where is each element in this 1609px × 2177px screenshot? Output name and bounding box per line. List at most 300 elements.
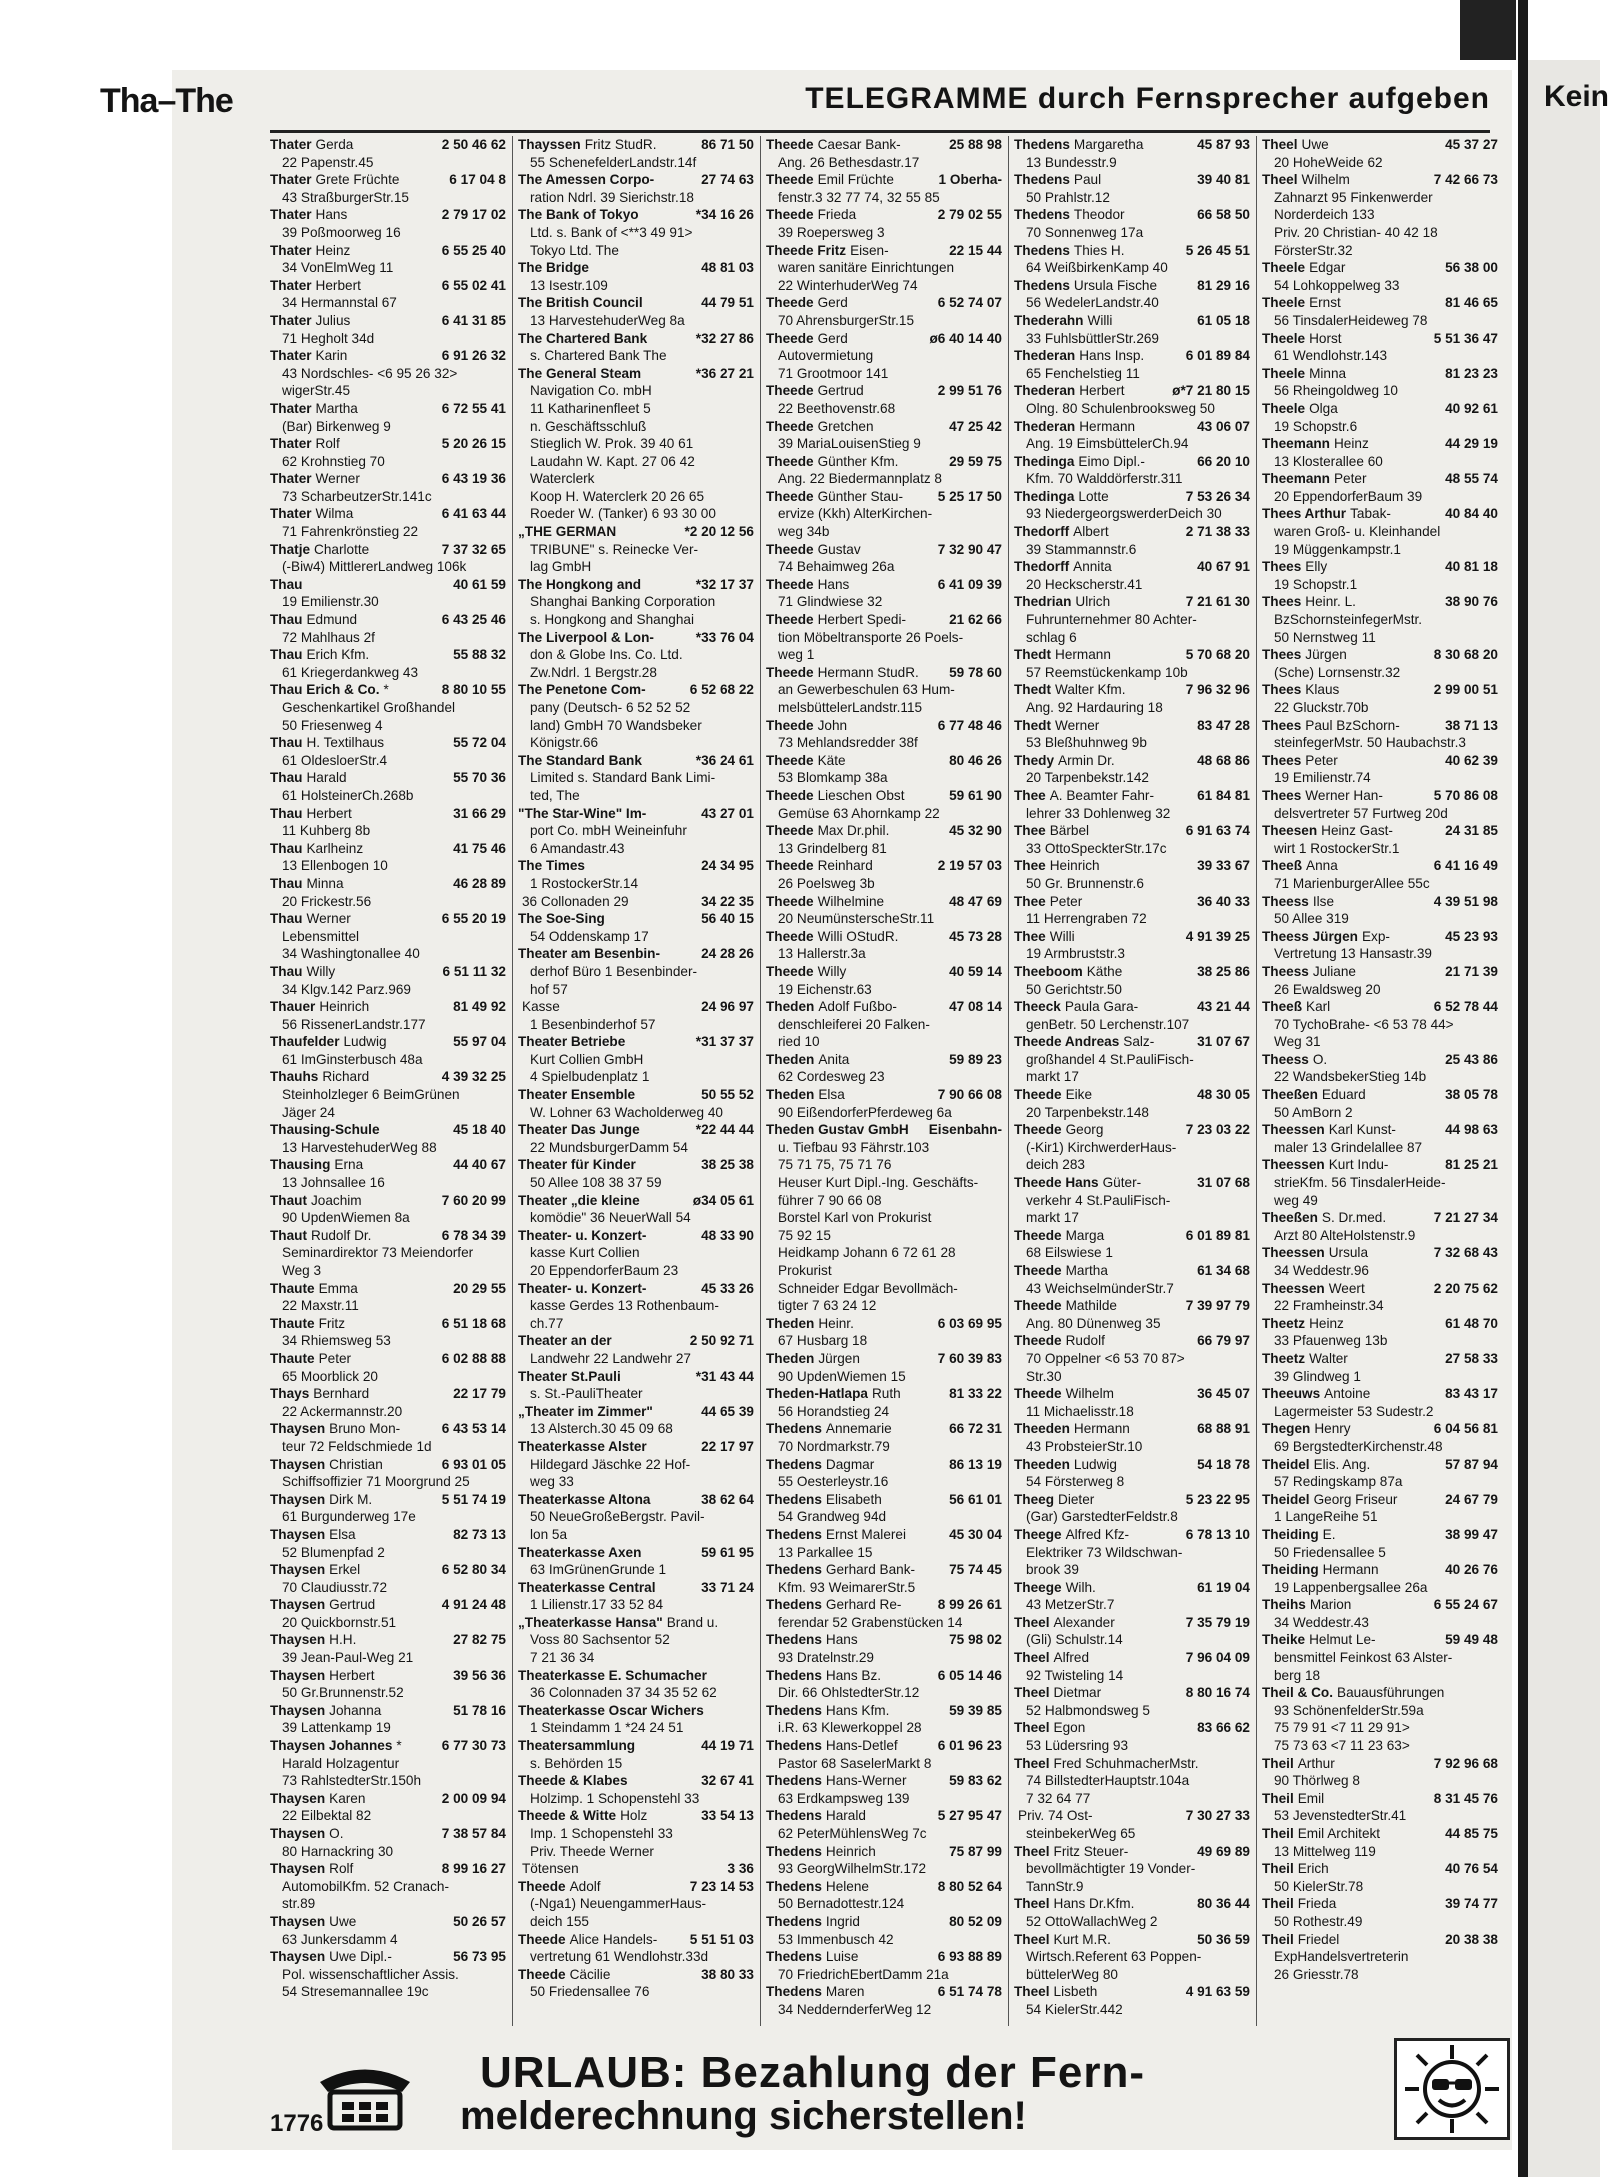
directory-entry [1262,681,1498,716]
entry-name-group [1014,1491,1094,1509]
entry-phone: ø6 40 14 40 [929,330,1002,346]
entry-name: Thee [1014,823,1046,839]
entry-continuation: 57 Redingskamp 87a [1274,1474,1403,1490]
entry-phone: 27 58 33 [1445,1350,1498,1366]
entry-continuation: 13 Grindelberg 81 [778,840,887,856]
entry-detail: Margaretha [1073,137,1144,152]
entry-continuation: melsbüttelerLandstr.115 [778,700,923,715]
entry-name: Theater an der [518,1333,612,1349]
entry-detail: Willi OStudR. [817,928,899,944]
entry-phone: 59 39 85 [949,1702,1002,1718]
entry-name-group [766,1051,849,1069]
entry-detail: Hans Bz. [825,1667,882,1683]
entry-name-group [518,1544,645,1562]
directory-entry [518,1614,754,1667]
entry-line [766,1737,1002,1755]
directory-entry [766,857,1002,892]
directory-entry [270,505,506,540]
entry-continuation: lehrer 33 Dohlenweg 32 [1026,805,1171,821]
entry-continuation: don & Globe Ins. Co. Ltd. [530,647,683,663]
entry-name: Thedens [766,1913,822,1929]
entry-phone: 24 67 79 [1445,1491,1498,1507]
entry-phone: 44 79 51 [701,295,754,311]
entry-line [766,752,1002,770]
entry-detail: Werner Han- [1305,787,1383,803]
entry-name: Thees [1262,682,1302,698]
entry-line [1014,382,1250,400]
entry-line [1014,347,1250,365]
listing-column-1 [270,136,506,2001]
entry-line [766,1913,1002,1931]
entry-detail: Herbert [329,1667,375,1683]
entry-detail: Peter [1333,471,1367,487]
entry-detail: Ilse [1312,893,1335,909]
entry-phone: 47 08 14 [949,999,1002,1015]
entry-line [766,1702,1002,1720]
entry-phone: 40 92 61 [1445,400,1498,416]
entry-detail: Jürgen [1305,647,1347,663]
entry-phone: 80 36 44 [1197,1896,1250,1912]
footer-banner [270,2032,1510,2142]
directory-entry [1014,418,1250,453]
entry-name-group [270,1702,381,1720]
entry-detail: Max Dr.phil. [817,823,890,839]
entry-name-group [1262,1350,1348,1368]
entry-continuation: Schiffsoffizier 71 Moorgrund 25 [282,1474,470,1490]
entry-line [518,1544,754,1562]
entry-name: Theel [1014,1650,1050,1666]
next-page-headword: Kein [1544,80,1609,113]
entry-name: Theede Andreas [1014,1034,1120,1050]
entry-name-group [1262,1156,1388,1174]
directory-entry [1262,330,1498,365]
entry-line [1014,277,1250,295]
entry-name: Theil & Co. [1262,1685,1333,1701]
directory-entry [1262,1684,1498,1754]
entry-detail: Karl [1306,999,1331,1015]
entry-continuation: 7 21 36 34 [530,1650,595,1666]
entry-name-group [1262,1931,1339,1949]
entry-phone: 22 15 44 [949,242,1002,258]
entry-detail: Gerhard Re- [825,1597,902,1613]
entry-continuation: Priv. 20 Christian- 40 42 18 [1274,224,1438,240]
entry-line [270,1280,506,1298]
directory-entry [518,1807,754,1860]
entry-name: Theel [1014,1896,1050,1912]
entry-continuation: 20 NeumünsterscheStr.11 [778,911,935,927]
entry-phone: 44 19 71 [701,1738,754,1754]
entry-name-group [518,1332,616,1350]
entry-name-group [518,1667,711,1685]
directory-entry [270,1913,506,1948]
directory-entry [270,1068,506,1121]
entry-detail: Wilhelm [1301,172,1350,188]
entry-name: Theede [518,1931,566,1947]
entry-line [1014,1649,1250,1667]
entry-name-group [766,998,897,1016]
entry-continuation: 69 BergstedterKirchenstr.48 [1274,1438,1443,1454]
directory-entry [518,681,754,751]
entry-phone: 5 70 86 08 [1433,787,1498,803]
directory-entry [1014,558,1250,593]
entry-detail: Kurt M.R. [1053,1931,1111,1947]
directory-entry [1014,593,1250,646]
entry-name-group [518,1931,657,1949]
directory-entry [270,171,506,206]
directory-entry [1262,893,1498,928]
entry-continuation: 70 Oppelner <6 53 70 87> [1026,1350,1185,1366]
entry-line [270,505,506,523]
entry-line [1262,1420,1498,1438]
entry-name-group [1262,1385,1370,1403]
entry-name-group [1014,1526,1129,1544]
entry-continuation: Schneider Edgar Bevollmäch- [778,1280,958,1296]
entry-name-group [1014,1579,1096,1597]
entry-detail: Alexander [1053,1614,1115,1630]
entry-continuation: 54 Grandweg 94d [778,1509,887,1525]
entry-name: Thays [270,1386,310,1402]
entry-name: Theede Hans [1014,1175,1099,1191]
entry-detail: Brand u. [666,1614,719,1630]
entry-detail: Georg [1065,1122,1104,1138]
entry-phone: 7 92 96 68 [1433,1755,1498,1771]
entry-phone: 51 78 16 [453,1702,506,1718]
entry-name: The Penetone Com- [518,682,646,698]
entry-name-group [766,1983,864,2001]
entry-detail: Rolf [329,1861,354,1877]
entry-continuation: 67 Husbarg 18 [778,1333,868,1349]
entry-detail: Helene [825,1878,869,1894]
entry-line [518,523,754,541]
entry-name-group [270,312,350,330]
entry-name: Thaute [270,1350,315,1366]
directory-entry [1014,1526,1250,1579]
entry-name-group [766,1596,901,1614]
entry-line [518,259,754,277]
entry-continuation: 75 73 63 <7 11 23 63> [1274,1738,1410,1754]
entry-name: Thaute [270,1280,315,1296]
directory-entry [1014,857,1250,892]
entry-name: Theater St.Pauli [518,1368,621,1384]
entry-detail: Emil [1297,1790,1325,1806]
entry-detail: Peter [1049,893,1083,909]
entry-continuation: Elektriker 73 Wildschwan- [1026,1544,1183,1560]
directory-entry [766,787,1002,822]
entry-continuation: (-Kir1) KirchwerderHaus- [1026,1139,1177,1155]
entry-name-group [1014,857,1100,875]
entry-continuation: 72 Mahlhaus 2f [282,629,375,645]
column-divider [760,136,761,2026]
directory-entry [1014,523,1250,558]
entry-name-group [270,1790,365,1808]
entry-continuation: 34 Rhiemsweg 53 [282,1333,391,1349]
entry-continuation: 6 Amandastr.43 [530,840,625,856]
entry-name-group [270,1561,360,1579]
directory-entry [1014,646,1250,681]
entry-continuation: FörsterStr.32 [1274,242,1353,258]
entry-continuation: Kurt Collien GmbH [530,1051,644,1067]
entry-name: Theele [1262,365,1306,381]
entry-detail: Richard [322,1069,370,1085]
entry-detail: Horst [1309,330,1342,346]
entry-name: Thater [270,242,312,258]
entry-continuation: bevollmächtigter 19 Vonder- [1026,1861,1196,1877]
entry-phone: 56 38 00 [1445,260,1498,276]
entry-detail: Emil Architekt [1297,1826,1381,1841]
entry-phone: 22 17 79 [453,1386,506,1402]
entry-phone: 83 66 62 [1197,1720,1250,1736]
entry-name-group [270,1156,363,1174]
entry-line [766,576,1002,594]
entry-detail: Herbert [315,277,361,293]
entry-line [1014,1983,1250,2001]
entry-continuation: Fuhrunternehmer 80 Achter- [1026,612,1197,628]
entry-continuation: 90 Thörlweg 8 [1274,1773,1360,1789]
directory-entry [270,1737,506,1790]
entry-continuation: Vertretung 13 Hansastr.39 [1274,946,1432,962]
directory-entry [1262,1086,1498,1121]
directory-entry [270,1456,506,1491]
directory-entry [518,1438,754,1491]
directory-entry [766,294,1002,329]
entry-detail: Olga [1309,400,1338,416]
entry-name-group [1262,998,1330,1016]
entry-name: Thees [1262,647,1302,663]
entry-detail: Uwe [329,1913,357,1929]
entry-name: Theaterkasse Oscar Wichers [518,1702,704,1718]
entry-phone: 6 02 88 88 [441,1350,506,1366]
entry-continuation: (Gar) GarstedterFeldstr.8 [1026,1509,1178,1525]
entry-line [518,206,754,224]
entry-line [1014,1121,1250,1139]
entry-continuation: 65 Moorblick 20 [282,1368,378,1384]
directory-entry [1262,1526,1498,1561]
entry-phone: 32 67 41 [701,1773,754,1789]
entry-line [1014,593,1250,611]
entry-continuation: 50 Gr. Brunnenstr.6 [1026,875,1144,891]
entry-continuation: (Bar) Birkenweg 9 [282,418,391,434]
entry-name-group [766,453,898,471]
entry-line [518,1438,754,1456]
directory-entry [1014,453,1250,488]
entry-line [1262,171,1498,189]
entry-detail: Günther Stau- [817,488,903,504]
entry-continuation: 43 Nordschles- <6 95 26 32> [282,365,458,381]
entry-phone: 6 17 04 8 [449,172,506,188]
entry-name-group [1262,787,1383,805]
entry-continuation: 70 Claudiusstr.72 [282,1579,388,1595]
entry-phone: 45 37 27 [1445,137,1498,152]
entry-phone: 45 30 04 [949,1526,1002,1542]
entry-name: Theede Fritz [766,242,847,258]
entry-detail: Albert [1073,524,1109,540]
entry-continuation: Seminardirektor 73 Meiendorfer [282,1245,474,1261]
entry-name: Theede [766,383,814,399]
entry-line [1262,435,1498,453]
directory-entry [270,206,506,241]
entry-continuation: weg 49 [1274,1192,1318,1208]
entry-line [1262,1684,1498,1702]
entry-continuation: Geschenkartikel Großhandel [282,700,456,715]
entry-phone: 20 38 38 [1445,1931,1498,1947]
entry-name: Theege [1014,1526,1062,1542]
entry-detail: Annita [1073,559,1112,575]
directory-entry [766,1702,1002,1737]
entry-name: Thaysen Johannes [270,1738,393,1754]
entry-name-group [1014,998,1138,1016]
entry-name: Theeden [1014,1421,1070,1437]
entry-detail: Lieschen Obst [817,787,905,803]
entry-line [270,1456,506,1474]
entry-name: Theede & Witte [518,1808,617,1824]
entry-name: Thedens [766,1773,822,1789]
entry-name-group [518,1192,644,1210]
entry-continuation: waren sanitäre Einrichtungen [778,260,955,276]
entry-continuation: weg 1 [778,647,815,663]
entry-detail: Emma [318,1280,358,1296]
directory-entry [1262,1631,1498,1684]
entry-continuation: ferendar 52 Grabenstücken 14 [778,1614,963,1630]
entry-continuation: 13 Isestr.109 [530,277,608,293]
entry-continuation: 43 StraßburgerStr.15 [282,189,409,205]
entry-line [766,1631,1002,1649]
entry-detail: Dagmar [825,1456,875,1472]
directory-entry [1014,136,1250,171]
directory-entry [766,893,1002,928]
entry-continuation: 22 Beethovenstr.68 [778,400,896,416]
directory-entry [766,1596,1002,1631]
directory-entry [766,1913,1002,1948]
entry-continuation: 52 OttoWallachWeg 2 [1026,1913,1158,1929]
entry-continuation: lag GmbH [530,559,592,575]
entry-line [1014,1579,1250,1597]
entry-continuation: teur 72 Feldschmiede 1d [282,1438,432,1454]
entry-name: Theeßen [1262,1210,1318,1226]
entry-line [270,576,506,594]
entry-name-group [766,1121,913,1139]
entry-detail: Bernhard [313,1386,370,1402]
entry-line [1262,136,1498,154]
directory-entry [1014,1174,1250,1227]
directory-entry [766,1121,1002,1315]
entry-name: Thausing [270,1157,331,1173]
entry-name-group [518,1156,640,1174]
entry-name: Theden [766,1051,815,1067]
entry-name-group [1014,752,1115,770]
entry-continuation: 19 Emilienstr.30 [282,594,379,610]
entry-phone: 6 52 68 22 [689,682,754,698]
entry-line [1262,1244,1498,1262]
entry-continuation: Laudahn W. Kapt. 27 06 42 [530,453,695,469]
entry-name: Thederan [1014,348,1076,364]
entry-phone: 24 34 95 [701,858,754,874]
entry-name-group [1262,752,1338,770]
entry-name-group [1014,1895,1134,1913]
entry-name-group [766,418,874,436]
entry-phone: 3 36 [727,1861,754,1877]
entry-continuation: schlag 6 [1026,629,1077,645]
entry-name-group [766,171,894,189]
directory-entry [766,1526,1002,1561]
directory-entry [1262,1156,1498,1209]
entry-phone: 34 22 35 [701,893,754,909]
entry-continuation: 34 Weddestr.96 [1274,1263,1369,1278]
entry-name: Thedens [766,1843,822,1859]
entry-continuation: 56 Horandstieg 24 [778,1403,890,1419]
directory-entry [1014,717,1250,752]
entry-continuation: 73 ScharbeutzerStr.141c [282,488,432,504]
entry-continuation: Ang. 80 Dünenweg 35 [1026,1315,1161,1331]
entry-name: Theeden [1014,1456,1070,1472]
entry-detail: Emil Früchte [817,172,894,188]
entry-detail: H. Textilhaus [306,735,385,751]
entry-line [1014,523,1250,541]
entry-name-group [1262,365,1346,383]
entry-line [270,541,506,559]
entry-phone: 40 84 40 [1445,506,1498,522]
entry-continuation: 20 Frickestr.56 [282,893,372,909]
entry-continuation: 13 Johnsallee 16 [282,1175,385,1191]
directory-entry [1014,752,1250,787]
entry-name-group [518,523,620,541]
entry-name: Theatersammlung [518,1738,636,1754]
entry-continuation: 62 Krohnstieg 70 [282,453,385,469]
entry-phone: *34 16 26 [695,207,754,223]
entry-continuation: 50 Prahlstr.12 [1026,189,1110,205]
entry-name-group [766,1561,915,1579]
entry-continuation: 19 Schopstr.1 [1274,576,1358,592]
entry-name-group [1014,418,1135,436]
entry-detail: Fritz Steuer- [1053,1843,1129,1859]
entry-continuation: 22 Eilbektal 82 [282,1808,372,1824]
entry-phone: 31 66 29 [453,805,506,821]
entry-continuation: 4 Spielbudenplatz 1 [530,1069,650,1085]
entry-continuation: AutomobilKfm. 52 Cranach- [282,1878,449,1894]
entry-name-group [1014,347,1144,365]
directory-entry [270,541,506,576]
entry-name-group [270,963,335,981]
directory-entry [766,1420,1002,1455]
directory-entry [518,1860,754,1878]
page-corner-shadow [1460,0,1516,60]
entry-detail: Eisen- [850,242,889,258]
entry-phone: 33 71 24 [701,1579,754,1595]
directory-entry [1262,998,1498,1051]
entry-detail: Edmund [306,612,358,628]
entry-continuation: fenstr.3 32 77 74, 32 55 85 [778,189,940,205]
entry-continuation: waren Groß- u. Kleinhandel [1274,524,1441,540]
entry-line [270,1631,506,1649]
entry-name: Theiding [1262,1562,1319,1578]
entry-continuation: Dir. 66 OhlstedterStr.12 [778,1685,920,1701]
directory-entry [1014,1895,1250,1930]
directory-entry [1014,893,1250,928]
directory-entry [270,347,506,400]
entry-line [1014,857,1250,875]
entry-phone: 6 41 31 85 [441,312,506,328]
entry-detail: Helmut Le- [1309,1632,1376,1648]
entry-phone: 6 91 26 32 [441,348,506,364]
entry-line [1262,1526,1498,1544]
entry-line [1262,1315,1498,1333]
entry-continuation: 92 Twisteling 14 [1026,1667,1124,1683]
entry-line [270,1068,506,1086]
entry-phone: 7 23 03 22 [1185,1122,1250,1138]
entry-detail: Adolf [569,1878,601,1894]
entry-continuation: Koop H. Waterclerk 20 26 65 [530,488,705,504]
entry-name-group [518,752,646,770]
entry-continuation: 20 Tarpenbekstr.142 [1026,770,1149,786]
